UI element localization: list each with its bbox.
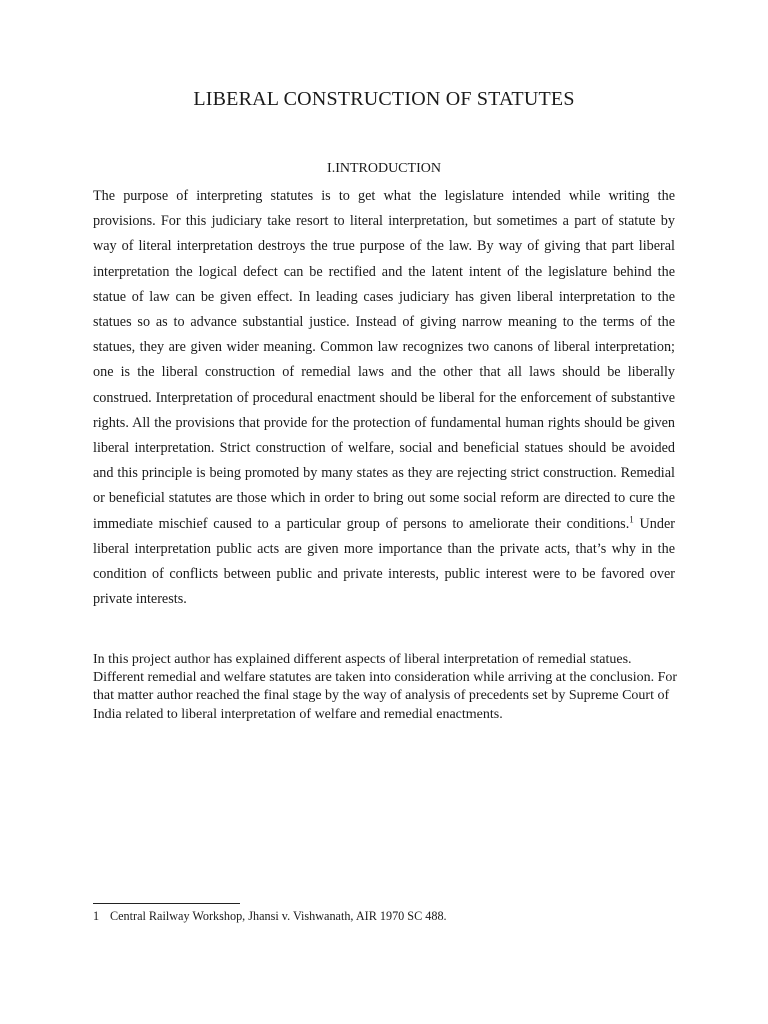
introduction-paragraph-text-continued: Under liberal interpretation public acts are given more importance than the private acts, that’s why in the condition of conflicts between public and private interests, public interest were to be favored over private interests. bbox=[93, 515, 675, 608]
introduction-paragraph-text: The purpose of interpreting statutes is to get what the legislature intended while writing the provisions. For this judiciary take resort to literal interpretation, but sometimes a part of statute by way of literal interpretation destroys the true purpose of the law. By way of giving that part liberal interpretation the logical defect can be rectified and the latent intent of the legislature behind the statue of law can be given effect. In leading cases judiciary has given liberal interpretation to the statues so as to advance substantial justice. Instead of giving narrow meaning to the terms of the statues, they are given wider meaning. Common law recognizes two canons of liberal interpretation; one is the liberal construction of remedial laws and the other that all laws should be liberally construed. Interpretation of procedural enactment should be liberal for the enforcement of substantive rights. All the provisions that provide for the protection of fundamental human rights should be given liberal interpretation. Strict construction of welfare, social and beneficial statues should be avoided and this principle is being promoted by many states as they are rejecting strict construction. Remedial or beneficial statutes are those which in order to bring out some social reform are directed to cure the immediate mischief caused to a particular group of persons to ameliorate their conditions. bbox=[93, 188, 675, 532]
footnote-text: Central Railway Workshop, Jhansi v. Vishwanath, AIR 1970 SC 488. bbox=[110, 909, 447, 923]
footnote-separator bbox=[93, 903, 240, 904]
introduction-paragraph bbox=[93, 184, 675, 612]
footnote-number: 1 bbox=[93, 909, 100, 923]
page-title: LIBERAL CONSTRUCTION OF STATUTES bbox=[193, 88, 575, 110]
footnote bbox=[93, 908, 693, 924]
project-summary-paragraph: In this project author has explained different aspects of liberal interpretation of remedial statues. Different remedial and welfare statutes are taken into consideration while arriving at the conclusion. For that matter author reached the final stage by the way of analysis of precedents set by Supreme Court of India related to liberal interpretation of welfare and remedial enactments. bbox=[93, 652, 678, 722]
footnote-reference[interactable]: 1 bbox=[629, 513, 634, 524]
section-heading-introduction: I.INTRODUCTION bbox=[327, 161, 441, 176]
